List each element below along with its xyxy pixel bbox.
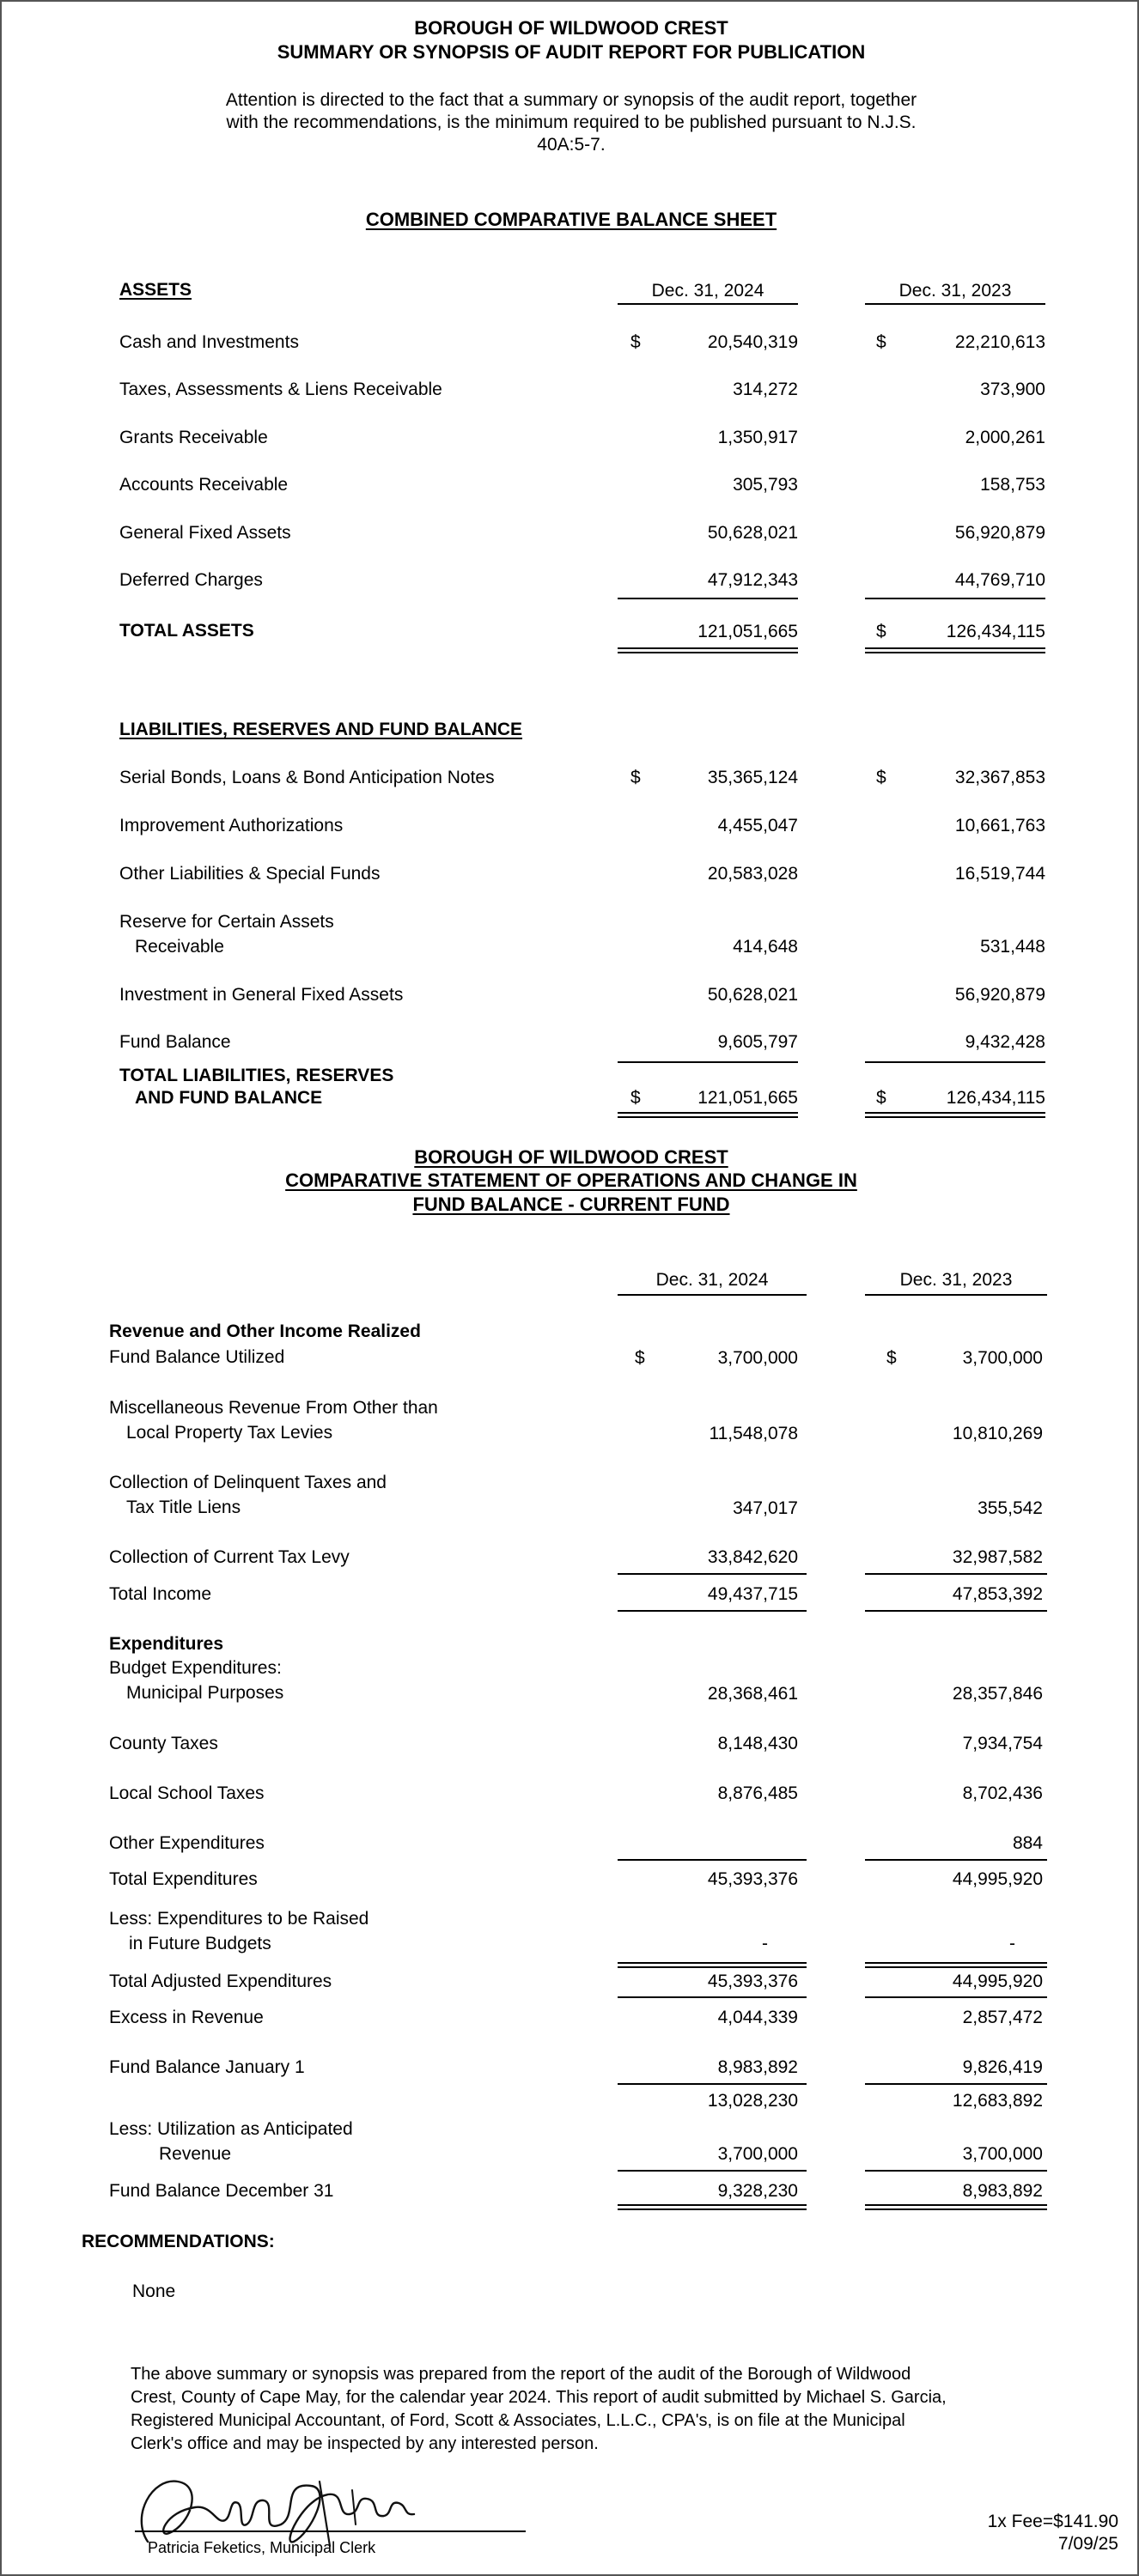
row-label: Collection of Delinquent Taxes and: [109, 1473, 387, 1492]
value-2023: 9,432,428: [965, 1032, 1045, 1052]
row-label-continued: AND FUND BALANCE: [135, 1088, 323, 1108]
double-line-2024: [618, 2204, 807, 2206]
value-2024: 3,700,000: [717, 1348, 798, 1368]
value-2024: -: [762, 1934, 768, 1953]
row-label: Reserve for Certain Assets: [119, 912, 334, 932]
row-label: Local School Taxes: [109, 1783, 265, 1803]
subtotal-line-2023: [865, 1996, 1047, 1998]
value-2023: 9,826,419: [962, 2057, 1043, 2077]
row-label: Fund Balance January 1: [109, 2057, 305, 2077]
double-line-2023: [865, 1112, 1045, 1114]
value-2024: 305,793: [733, 475, 798, 495]
row-label: Cash and Investments: [119, 332, 299, 352]
row-label: Serial Bonds, Loans & Bond Anticipation Notes: [119, 768, 495, 787]
subtotal-line-2023: [865, 598, 1045, 599]
row-label: Excess in Revenue: [109, 2008, 264, 2027]
row-label-continued: Tax Title Liens: [126, 1498, 241, 1517]
operations-title-1: BOROUGH OF WILDWOOD CREST: [414, 1146, 728, 1168]
col-header-underline-2024: [618, 303, 798, 305]
double-line-2023: [865, 1966, 1047, 1968]
value-2023: 10,661,763: [954, 816, 1045, 835]
value-2023: 32,367,853: [954, 768, 1045, 787]
col-header-2023: Dec. 31, 2023: [898, 281, 1012, 301]
value-2024: 9,328,230: [717, 2181, 798, 2201]
subtotal-line-2023: [865, 1859, 1047, 1861]
value-2024: 121,051,665: [697, 1088, 798, 1108]
double-line-2023: [865, 652, 1045, 653]
value-2024: 45,393,376: [707, 1869, 798, 1889]
row-label: TOTAL ASSETS: [119, 621, 254, 641]
value-2024: 1,350,917: [717, 428, 798, 447]
attention-line-1: Attention is directed to the fact that a summary or synopsis of the audit report, together: [225, 90, 917, 110]
recommendations-text: None: [132, 2281, 176, 2301]
value-2024: 3,700,000: [717, 2144, 798, 2164]
value-2023: 16,519,744: [954, 864, 1045, 884]
value-2023: 22,210,613: [954, 332, 1045, 352]
dollar-sign: $: [630, 1088, 641, 1108]
value-2024: 20,583,028: [707, 864, 798, 884]
row-label: Taxes, Assessments & Liens Receivable: [119, 380, 442, 399]
row-label-continued: Municipal Purposes: [126, 1683, 284, 1703]
row-label: Collection of Current Tax Levy: [109, 1547, 350, 1567]
dollar-sign: $: [630, 768, 641, 787]
footer-paragraph-line-2: Crest, County of Cape May, for the calendar year 2024. This report of audit submitted by Michael S. Garcia,: [131, 2388, 947, 2407]
value-2024: 347,017: [733, 1498, 798, 1518]
row-label: Investment in General Fixed Assets: [119, 985, 404, 1005]
attention-line-2: with the recommendations, is the minimum required to be published pursuant to N.J.S.: [226, 112, 917, 132]
subtotal-line-2023: [865, 2083, 1047, 2085]
double-line-2023: [865, 1962, 1047, 1964]
value-2024: 47,912,343: [707, 570, 798, 590]
value-2023: 8,702,436: [962, 1783, 1043, 1803]
ops-col-header-2023: Dec. 31, 2023: [899, 1270, 1013, 1290]
double-line-2024: [618, 1962, 807, 1964]
value-2023: 126,434,115: [946, 622, 1045, 641]
publication-fee: 1x Fee=$141.90: [987, 2512, 1118, 2531]
signer-name: Patricia Feketics, Municipal Clerk: [148, 2539, 376, 2556]
dollar-sign: $: [635, 1348, 645, 1368]
subtotal-line-2023: [865, 1573, 1047, 1575]
value-2023: 2,000,261: [965, 428, 1045, 447]
subtotal-line-2024: [618, 1996, 807, 1998]
dollar-sign: $: [876, 332, 886, 352]
value-2024: 50,628,021: [707, 985, 798, 1005]
value-2024: 4,455,047: [717, 816, 798, 835]
row-label: County Taxes: [109, 1734, 218, 1753]
value-2023: 56,920,879: [954, 985, 1045, 1005]
value-2024: 20,540,319: [707, 332, 798, 352]
balance-sheet-title: COMBINED COMPARATIVE BALANCE SHEET: [365, 209, 777, 230]
row-label-continued: Revenue: [159, 2144, 232, 2164]
value-2024: 8,148,430: [717, 1734, 798, 1753]
subtotal-line-2024: [618, 1573, 807, 1575]
value-2023: 12,683,892: [952, 2091, 1043, 2111]
value-2023: 10,810,269: [952, 1424, 1043, 1443]
value-2024: 414,648: [733, 937, 798, 957]
attention-line-3: 40A:5-7.: [537, 135, 606, 155]
value-2024: 35,365,124: [707, 768, 798, 787]
value-2023: 47,853,392: [952, 1584, 1043, 1604]
row-label: Less: Utilization as Anticipated: [109, 2119, 353, 2139]
value-2024: 314,272: [733, 380, 798, 399]
row-label: Fund Balance Utilized: [109, 1347, 285, 1367]
value-2023: 7,934,754: [962, 1734, 1043, 1753]
value-2023: 44,769,710: [954, 570, 1045, 590]
double-line-2024: [618, 1966, 807, 1968]
row-label-continued: in Future Budgets: [129, 1934, 271, 1953]
row-label: Other Liabilities & Special Funds: [119, 864, 381, 884]
recommendations-heading: RECOMMENDATIONS:: [82, 2232, 275, 2251]
value-2023: 8,983,892: [962, 2181, 1043, 2201]
revenue-heading: Revenue and Other Income Realized: [109, 1321, 421, 1341]
value-2024: 33,842,620: [707, 1547, 798, 1567]
value-2023: 355,542: [978, 1498, 1043, 1518]
col-header-underline-2023: [865, 303, 1045, 305]
subtotal-line-2024: [618, 598, 798, 599]
double-line-2024: [618, 1116, 798, 1118]
double-line-2023: [865, 2208, 1047, 2210]
value-2024: 13,028,230: [707, 2091, 798, 2111]
value-2024: 49,437,715: [707, 1584, 798, 1604]
value-2023: -: [1009, 1934, 1015, 1953]
row-label: Total Adjusted Expenditures: [109, 1971, 332, 1991]
value-2023: 3,700,000: [962, 1348, 1043, 1368]
operations-title-2: COMPARATIVE STATEMENT OF OPERATIONS AND CHANGE IN: [285, 1170, 857, 1191]
dollar-sign: $: [876, 622, 886, 641]
publication-date: 7/09/25: [1057, 2534, 1118, 2554]
value-2024: 45,393,376: [707, 1971, 798, 1991]
dollar-sign: $: [630, 332, 641, 352]
subtotal-line-2024: [618, 1610, 807, 1612]
value-2023: 44,995,920: [952, 1869, 1043, 1889]
row-label: Improvement Authorizations: [119, 816, 344, 835]
value-2024: 50,628,021: [707, 523, 798, 543]
subtotal-line-2024: [618, 2083, 807, 2085]
ops-col-underline-2023: [865, 1294, 1047, 1296]
value-2024: 8,876,485: [717, 1783, 798, 1803]
row-label: Total Income: [109, 1584, 212, 1604]
row-label-continued: Local Property Tax Levies: [126, 1423, 333, 1443]
row-label: Budget Expenditures:: [109, 1658, 282, 1678]
value-2023: 126,434,115: [946, 1088, 1045, 1108]
value-2023: 28,357,846: [952, 1684, 1043, 1704]
row-label: Accounts Receivable: [119, 475, 289, 495]
double-line-2024: [618, 652, 798, 653]
double-line-2023: [865, 647, 1045, 649]
subtotal-line-2024: [618, 1859, 807, 1861]
double-line-2023: [865, 1116, 1045, 1118]
double-line-2023: [865, 2204, 1047, 2206]
row-label: Less: Expenditures to be Raised: [109, 1909, 369, 1929]
value-2023: 2,857,472: [962, 2008, 1043, 2027]
row-label: Deferred Charges: [119, 570, 263, 590]
ops-col-underline-2024: [618, 1294, 807, 1296]
subtotal-line-2024: [618, 2170, 807, 2172]
subtotal-line-2024: [618, 1061, 798, 1063]
operations-title-3: FUND BALANCE - CURRENT FUND: [412, 1194, 730, 1215]
assets-heading: ASSETS: [119, 280, 192, 300]
expenditures-heading: Expenditures: [109, 1634, 224, 1654]
subtotal-line-2023: [865, 2170, 1047, 2172]
row-label: Total Expenditures: [109, 1869, 258, 1889]
value-2023: 373,900: [980, 380, 1045, 399]
dollar-sign: $: [876, 1088, 886, 1108]
row-label: Fund Balance December 31: [109, 2181, 334, 2201]
value-2024: 11,548,078: [709, 1424, 798, 1443]
value-2023: 44,995,920: [952, 1971, 1043, 1991]
row-label: TOTAL LIABILITIES, RESERVES: [119, 1066, 394, 1085]
row-label: Grants Receivable: [119, 428, 268, 447]
ops-col-header-2024: Dec. 31, 2024: [655, 1270, 769, 1290]
value-2023: 531,448: [980, 937, 1045, 957]
value-2023: 32,987,582: [952, 1547, 1043, 1567]
row-label: General Fixed Assets: [119, 523, 291, 543]
value-2023: 884: [1012, 1833, 1043, 1853]
value-2024: 8,983,892: [717, 2057, 798, 2077]
header-borough-name: BOROUGH OF WILDWOOD CREST: [414, 17, 728, 39]
double-line-2024: [618, 1112, 798, 1114]
dollar-sign: $: [876, 768, 886, 787]
footer-paragraph-line-1: The above summary or synopsis was prepared from the report of the audit of the Borough of Wildwood: [131, 2365, 911, 2384]
value-2023: 3,700,000: [962, 2144, 1043, 2164]
double-line-2024: [618, 2208, 807, 2210]
value-2024: 9,605,797: [717, 1032, 798, 1052]
footer-paragraph-line-3: Registered Municipal Accountant, of Ford, Scott & Associates, L.L.C., CPA's, is on file at the Municipal: [131, 2411, 905, 2430]
value-2023: 158,753: [980, 475, 1045, 495]
row-label: Fund Balance: [119, 1032, 231, 1052]
double-line-2024: [618, 647, 798, 649]
subtotal-line-2023: [865, 1610, 1047, 1612]
footer-paragraph-line-4: Clerk's office and may be inspected by any interested person.: [131, 2434, 599, 2453]
value-2024: 4,044,339: [717, 2008, 798, 2027]
subtotal-line-2023: [865, 1061, 1045, 1063]
row-label: Other Expenditures: [109, 1833, 265, 1853]
liabilities-heading: LIABILITIES, RESERVES AND FUND BALANCE: [119, 720, 523, 739]
value-2024: 121,051,665: [697, 622, 798, 641]
row-label: Miscellaneous Revenue From Other than: [109, 1398, 438, 1418]
col-header-2024: Dec. 31, 2024: [651, 281, 764, 301]
value-2024: 28,368,461: [707, 1684, 798, 1704]
row-label-continued: Receivable: [135, 937, 224, 957]
value-2023: 56,920,879: [954, 523, 1045, 543]
header-report-title: SUMMARY OR SYNOPSIS OF AUDIT REPORT FOR PUBLICATION: [277, 41, 866, 63]
dollar-sign: $: [886, 1348, 897, 1368]
